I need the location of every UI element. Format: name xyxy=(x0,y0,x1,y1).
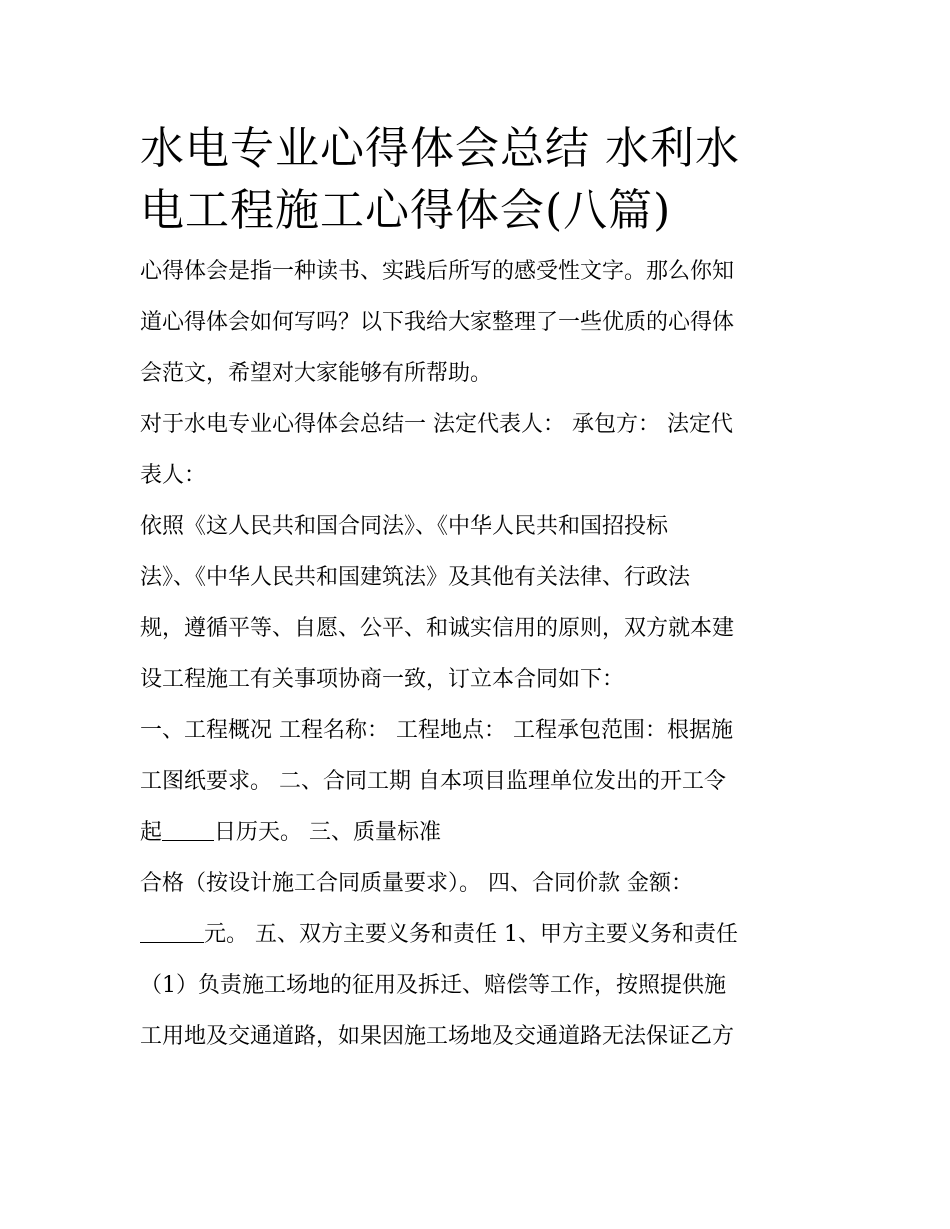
fill-in-blank xyxy=(140,920,204,943)
body-line: 法》、《中华人民共和国建筑法》及其他有关法律、行政法 xyxy=(140,565,691,590)
line-suffix: 日历天。 三、质量标准 xyxy=(214,820,442,845)
body-line: （1）负责施工场地的征用及拆迁、赔偿等工作，按照提供施 xyxy=(140,973,726,998)
body-line: 表人： xyxy=(140,463,207,488)
body-line-with-blank xyxy=(140,909,840,960)
title-line: 电工程施工心得体会(八篇) xyxy=(140,185,672,236)
body-line: 会范文，希望对大家能够有所帮助。 xyxy=(140,361,493,386)
body-line-with-blank xyxy=(140,807,840,858)
body-line: 心得体会是指一种读书、实践后所写的感受性文字。那么你知 xyxy=(140,259,735,284)
body-line: 一、工程概况 工程名称： 工程地点： 工程承包范围：根据施 xyxy=(140,718,733,743)
title-line: 水电专业心得体会总结 水利水 xyxy=(140,123,740,174)
body-line: 依照《这人民共和国合同法》、《中华人民共和国招投标 xyxy=(140,514,669,539)
body-line: 对于水电专业心得体会总结一 法定代表人： 承包方： 法定代 xyxy=(140,412,733,437)
fill-in-blank xyxy=(162,818,214,841)
document-content xyxy=(140,118,840,1062)
line-suffix: 元。 五、双方主要义务和责任 1、甲方主要义务和责任 xyxy=(204,922,738,947)
body-line: 设工程施工有关事项协商一致，订立本合同如下： xyxy=(140,667,625,692)
body-line: 规，遵循平等、自愿、公平、和诚实信用的原则，双方就本建 xyxy=(140,616,735,641)
line-prefix: 起 xyxy=(140,820,163,845)
body-line: 工用地及交通道路，如果因施工场地及交通道路无法保证乙方 xyxy=(140,1024,735,1049)
body-line: 工图纸要求。 二、合同工期 自本项目监理单位发出的开工令 xyxy=(140,769,726,794)
body-line: 合格（按设计施工合同质量要求）。 四、合同价款 金额： xyxy=(140,871,693,896)
body-line: 道心得体会如何写吗？以下我给大家整理了一些优质的心得体 xyxy=(140,310,735,335)
document-title xyxy=(140,118,840,242)
document-body xyxy=(140,246,840,1062)
